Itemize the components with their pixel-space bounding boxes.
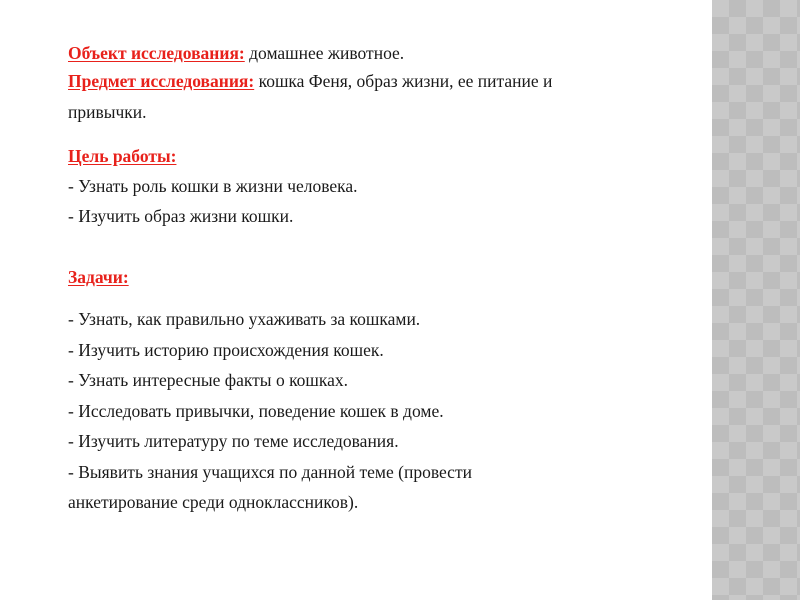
subject-continuation: привычки. (68, 102, 147, 122)
task-item-continuation: анкетирование среди одноклассников). (68, 492, 359, 512)
goal-heading: Цель работы: (68, 146, 177, 166)
object-text: домашнее животное. (244, 43, 405, 63)
goal-item: - Узнать роль кошки в жизни человека. (68, 176, 358, 196)
tasks-heading: Задачи: (68, 267, 129, 287)
object-label: Объект исследования: (68, 43, 245, 63)
subject-label: Предмет исследования: (68, 71, 255, 91)
tasks-heading-line (68, 266, 129, 288)
subject-line (68, 70, 552, 92)
task-item: - Узнать интересные факты о кошках. (68, 370, 349, 390)
goal-heading-line (68, 145, 176, 167)
task-item: - Выявить знания учащихся по данной теме (провести (68, 462, 472, 482)
task-item: - Исследовать привычки, поведение кошек в доме. (68, 401, 444, 421)
task-item: - Изучить историю происхождения кошек. (68, 340, 384, 360)
task-item: - Изучить литературу по теме исследования. (68, 431, 399, 451)
subject-text: кошка Феня, образ жизни, ее питание и (254, 71, 553, 91)
task-item: - Узнать, как правильно ухаживать за кошками. (68, 309, 421, 329)
object-line (68, 42, 404, 64)
goal-item: - Изучить образ жизни кошки. (68, 206, 294, 226)
decorative-side-panel (712, 0, 800, 600)
